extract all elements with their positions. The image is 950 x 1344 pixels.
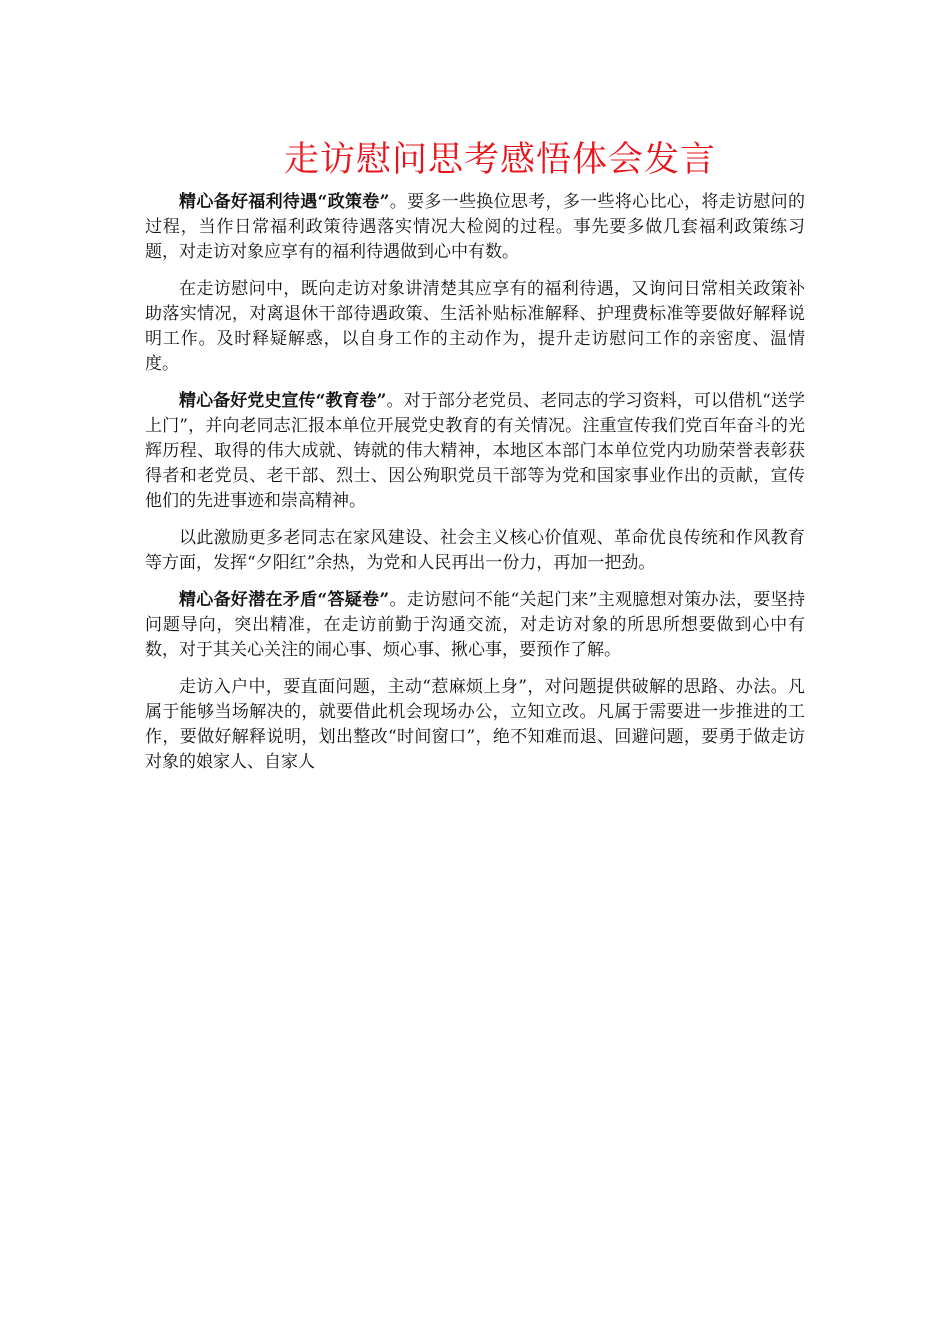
paragraph-qa-detail xyxy=(145,675,805,775)
paragraph-policy xyxy=(145,190,805,265)
paragraph-text: 在走访慰问中，既向走访对象讲清楚其应享有的福利待遇，又询问日常相关政策补助落实情况，对离退休干部待遇政策、生活补贴标准解释、护理费标准等要做好解释说明工作。及时释疑解惑，以自身工作的主动作为，提升走访慰问工作的亲密度、温情度。 xyxy=(145,279,805,374)
paragraph-lead: 精心备好潜在矛盾“答疑卷” xyxy=(179,590,390,610)
paragraph-text: 以此激励更多老同志在家风建设、社会主义核心价值观、革命优良传统和作风教育等方面，发挥“夕阳红”余热，为党和人民再出一份力，再加一把劲。 xyxy=(145,528,805,573)
paragraph-lead: 精心备好福利待遇“政策卷” xyxy=(179,192,390,212)
paragraph-text: 。走访慰问不能“关起门来”主观臆想对策办法，要坚持问题导向，突出精准，在走访前勤于沟通交流，对走访对象的所思所想要做到心中有数，对于其关心关注的闹心事、烦心事、揪心事，要预作了解。 xyxy=(145,590,805,660)
paragraph-lead: 精心备好党史宣传“教育卷” xyxy=(179,391,387,411)
paragraph-education-detail xyxy=(145,526,805,576)
paragraph-text: 走访入户中，要直面问题，主动“惹麻烦上身”，对问题提供破解的思路、办法。凡属于能够当场解决的，就要借此机会现场办公，立知立改。凡属于需要进一步推进的工作，要做好解释说明，划出整改“时间窗口”，绝不知难而退、回避问题，要勇于做走访对象的娘家人、自家人 xyxy=(145,677,805,772)
paragraph-text: 。对于部分老党员、老同志的学习资料，可以借机“送学上门”，并向老同志汇报本单位开展党史教育的有关情况。注重宣传我们党百年奋斗的光辉历程、取得的伟大成就、铸就的伟大精神，本地区本部门本单位党内功励荣誉表彰获得者和老党员、老干部、烈士、因公殉职党员干部等为党和国家事业作出的贡献，宣传他们的先进事迹和崇高精神。 xyxy=(145,391,805,511)
paragraph-text: 。要多一些换位思考，多一些将心比心，将走访慰问的过程，当作日常福利政策待遇落实情况大检阅的过程。事先要多做几套福利政策练习题，对走访对象应享有的福利待遇做到心中有数。 xyxy=(145,192,805,262)
paragraph-qa xyxy=(145,588,805,663)
document-body xyxy=(145,190,805,787)
paragraph-education xyxy=(145,389,805,514)
document-title: 走访慰问思考感悟体会发言 xyxy=(283,140,716,180)
paragraph-policy-detail xyxy=(145,277,805,377)
